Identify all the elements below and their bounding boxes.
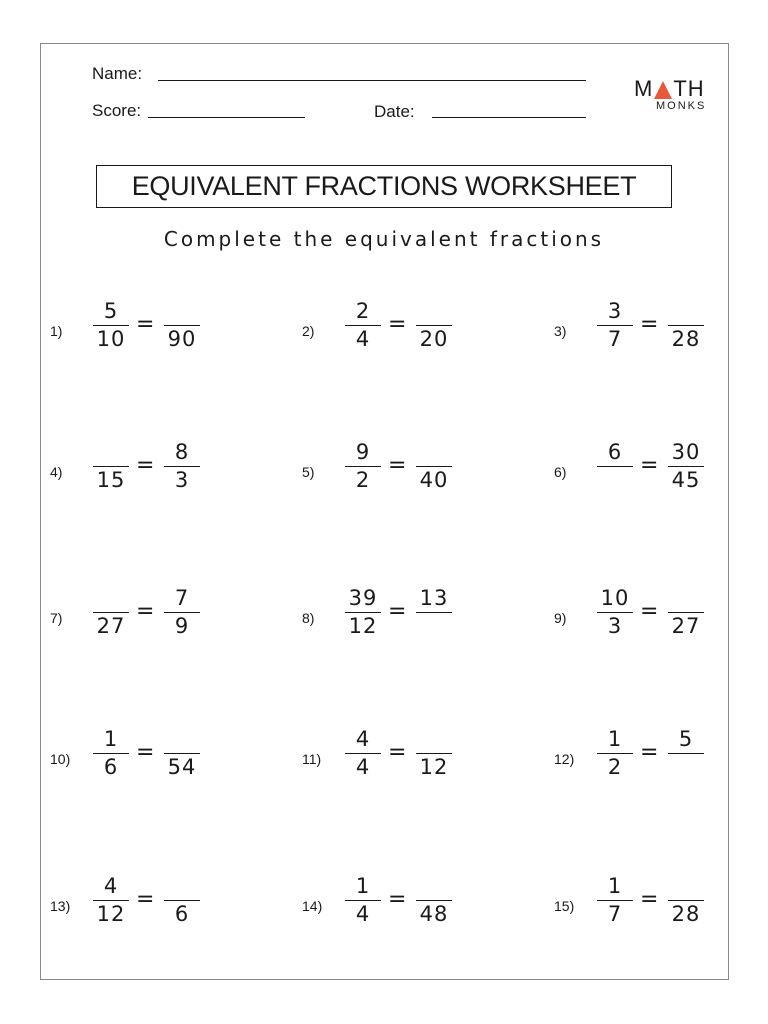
- equals-sign: =: [640, 740, 659, 765]
- right-denominator: 48: [419, 902, 449, 926]
- problem-number: 5): [302, 464, 315, 480]
- right-denominator: [416, 614, 452, 639]
- right-denominator: 90: [167, 327, 197, 351]
- left-fraction: [597, 727, 633, 780]
- right-fraction: [416, 727, 452, 780]
- equals-sign: =: [136, 312, 155, 337]
- right-fraction-bar: [416, 753, 452, 754]
- problem-number: 12): [554, 751, 575, 767]
- right-numerator: 5: [678, 727, 694, 751]
- equals-sign: =: [640, 599, 659, 624]
- problem-3: [554, 299, 754, 369]
- left-denominator: 12: [348, 614, 378, 638]
- left-fraction-bar: [345, 612, 381, 613]
- right-numerator: 13: [419, 586, 449, 610]
- left-denominator: 2: [355, 468, 371, 492]
- logo-letter-m: M: [634, 76, 654, 101]
- right-denominator: [668, 755, 704, 780]
- problem-number: 13): [50, 898, 71, 914]
- right-denominator: 27: [671, 614, 701, 638]
- right-fraction-bar: [668, 612, 704, 613]
- problem-13: [50, 874, 250, 944]
- right-fraction-bar: [164, 753, 200, 754]
- left-denominator: 4: [355, 902, 371, 926]
- score-line: [148, 117, 305, 118]
- problem-14: [302, 874, 502, 944]
- right-numerator: [416, 299, 452, 324]
- right-fraction: [164, 440, 200, 493]
- right-fraction: [416, 874, 452, 927]
- left-denominator: 10: [96, 327, 126, 351]
- left-fraction: [597, 299, 633, 352]
- right-denominator: 6: [174, 902, 190, 926]
- logo-monks: MONKS: [656, 100, 707, 112]
- problem-number: 15): [554, 898, 575, 914]
- right-fraction: [164, 874, 200, 927]
- left-fraction: [345, 727, 381, 780]
- right-fraction: [668, 586, 704, 639]
- right-fraction-bar: [668, 900, 704, 901]
- left-numerator: [93, 440, 129, 465]
- left-denominator: 6: [103, 755, 119, 779]
- left-denominator: 3: [607, 614, 623, 638]
- right-denominator: 54: [167, 755, 197, 779]
- right-fraction-bar: [416, 612, 452, 613]
- right-fraction: [416, 586, 452, 639]
- right-numerator: [164, 874, 200, 899]
- left-denominator: 12: [96, 902, 126, 926]
- left-fraction: [345, 299, 381, 352]
- left-denominator: 2: [607, 755, 623, 779]
- right-numerator: [416, 874, 452, 899]
- equals-sign: =: [388, 312, 407, 337]
- left-fraction: [597, 874, 633, 927]
- problem-10: [50, 727, 250, 797]
- left-numerator: 1: [607, 727, 623, 751]
- left-fraction-bar: [597, 753, 633, 754]
- left-fraction-bar: [597, 612, 633, 613]
- right-fraction: [416, 440, 452, 493]
- right-fraction: [164, 299, 200, 352]
- left-fraction: [345, 440, 381, 493]
- right-fraction-bar: [164, 900, 200, 901]
- equals-sign: =: [388, 887, 407, 912]
- left-fraction: [93, 727, 129, 780]
- right-denominator: 28: [671, 902, 701, 926]
- problem-9: [554, 586, 754, 656]
- problem-5: [302, 440, 502, 510]
- left-numerator: 9: [355, 440, 371, 464]
- right-denominator: 3: [174, 468, 190, 492]
- equals-sign: =: [388, 740, 407, 765]
- equals-sign: =: [640, 453, 659, 478]
- triangle-icon: [654, 81, 672, 99]
- problem-number: 9): [554, 610, 567, 626]
- page-title: EQUIVALENT FRACTIONS WORKSHEET: [131, 171, 637, 201]
- problem-number: 10): [50, 751, 71, 767]
- problem-number: 1): [50, 323, 63, 339]
- left-fraction-bar: [345, 900, 381, 901]
- right-numerator: 30: [671, 440, 701, 464]
- math-monks-logo: [634, 78, 714, 112]
- problem-number: 7): [50, 610, 63, 626]
- left-numerator: 2: [355, 299, 371, 323]
- right-denominator: 45: [671, 468, 701, 492]
- left-fraction-bar: [597, 325, 633, 326]
- left-denominator: 4: [355, 327, 371, 351]
- left-numerator: [93, 586, 129, 611]
- problem-4: [50, 440, 250, 510]
- right-fraction-bar: [164, 612, 200, 613]
- right-denominator: 28: [671, 327, 701, 351]
- right-numerator: 8: [174, 440, 190, 464]
- equals-sign: =: [640, 312, 659, 337]
- problem-7: [50, 586, 250, 656]
- right-numerator: [668, 586, 704, 611]
- problem-number: 3): [554, 323, 567, 339]
- equals-sign: =: [388, 453, 407, 478]
- right-fraction: [668, 299, 704, 352]
- left-denominator: 7: [607, 902, 623, 926]
- name-line: [158, 80, 586, 81]
- left-fraction-bar: [345, 753, 381, 754]
- left-fraction-bar: [93, 325, 129, 326]
- left-fraction-bar: [93, 900, 129, 901]
- left-fraction: [93, 299, 129, 352]
- right-numerator: [668, 299, 704, 324]
- left-numerator: 10: [600, 586, 630, 610]
- date-label: Date:: [374, 102, 415, 121]
- left-numerator: 4: [355, 727, 371, 751]
- right-fraction-bar: [416, 466, 452, 467]
- right-fraction-bar: [416, 900, 452, 901]
- right-fraction-bar: [668, 466, 704, 467]
- problem-15: [554, 874, 754, 944]
- right-numerator: [416, 440, 452, 465]
- right-fraction: [668, 874, 704, 927]
- left-fraction-bar: [597, 466, 633, 467]
- left-fraction: [597, 440, 633, 493]
- left-fraction: [345, 874, 381, 927]
- right-fraction: [668, 727, 704, 780]
- left-fraction-bar: [345, 325, 381, 326]
- right-fraction: [416, 299, 452, 352]
- left-numerator: 1: [607, 874, 623, 898]
- left-denominator: 7: [607, 327, 623, 351]
- left-fraction: [93, 874, 129, 927]
- problem-12: [554, 727, 754, 797]
- left-fraction-bar: [93, 753, 129, 754]
- problem-8: [302, 586, 502, 656]
- title-box: [96, 165, 672, 208]
- left-numerator: 4: [103, 874, 119, 898]
- problem-number: 2): [302, 323, 315, 339]
- problem-1: [50, 299, 250, 369]
- left-fraction: [93, 440, 129, 493]
- right-fraction-bar: [668, 325, 704, 326]
- left-denominator: 15: [96, 468, 126, 492]
- left-fraction-bar: [93, 466, 129, 467]
- equals-sign: =: [388, 599, 407, 624]
- right-fraction: [164, 586, 200, 639]
- right-fraction-bar: [164, 466, 200, 467]
- problem-11: [302, 727, 502, 797]
- logo-letters-th: TH: [673, 76, 705, 101]
- left-numerator: 6: [607, 440, 623, 464]
- right-numerator: 7: [174, 586, 190, 610]
- right-numerator: [668, 874, 704, 899]
- equals-sign: =: [136, 740, 155, 765]
- equals-sign: =: [640, 887, 659, 912]
- right-numerator: [164, 299, 200, 324]
- right-numerator: [164, 727, 200, 752]
- problem-6: [554, 440, 754, 510]
- problem-number: 14): [302, 898, 323, 914]
- problem-number: 8): [302, 610, 315, 626]
- left-fraction-bar: [597, 900, 633, 901]
- right-denominator: 20: [419, 327, 449, 351]
- right-fraction: [668, 440, 704, 493]
- equals-sign: =: [136, 599, 155, 624]
- left-numerator: 3: [607, 299, 623, 323]
- date-line: [432, 117, 586, 118]
- right-fraction: [164, 727, 200, 780]
- score-label: Score:: [92, 101, 142, 120]
- equals-sign: =: [136, 887, 155, 912]
- left-fraction-bar: [345, 466, 381, 467]
- left-fraction: [597, 586, 633, 639]
- right-numerator: [416, 727, 452, 752]
- problem-number: 6): [554, 464, 567, 480]
- left-fraction: [345, 586, 381, 639]
- equals-sign: =: [136, 453, 155, 478]
- right-denominator: 9: [174, 614, 190, 638]
- right-denominator: 12: [419, 755, 449, 779]
- right-fraction-bar: [416, 325, 452, 326]
- instructions: Complete the equivalent fractions: [163, 227, 605, 251]
- name-label: Name:: [92, 64, 143, 83]
- left-denominator: 4: [355, 755, 371, 779]
- left-numerator: 39: [348, 586, 378, 610]
- problem-number: 11): [302, 751, 322, 767]
- right-denominator: 40: [419, 468, 449, 492]
- right-fraction-bar: [668, 753, 704, 754]
- left-fraction: [93, 586, 129, 639]
- left-numerator: 1: [103, 727, 119, 751]
- left-denominator: 27: [96, 614, 126, 638]
- left-fraction-bar: [93, 612, 129, 613]
- problem-number: 4): [50, 464, 63, 480]
- left-numerator: 5: [103, 299, 119, 323]
- right-fraction-bar: [164, 325, 200, 326]
- problem-2: [302, 299, 502, 369]
- left-numerator: 1: [355, 874, 371, 898]
- left-denominator: [597, 468, 633, 493]
